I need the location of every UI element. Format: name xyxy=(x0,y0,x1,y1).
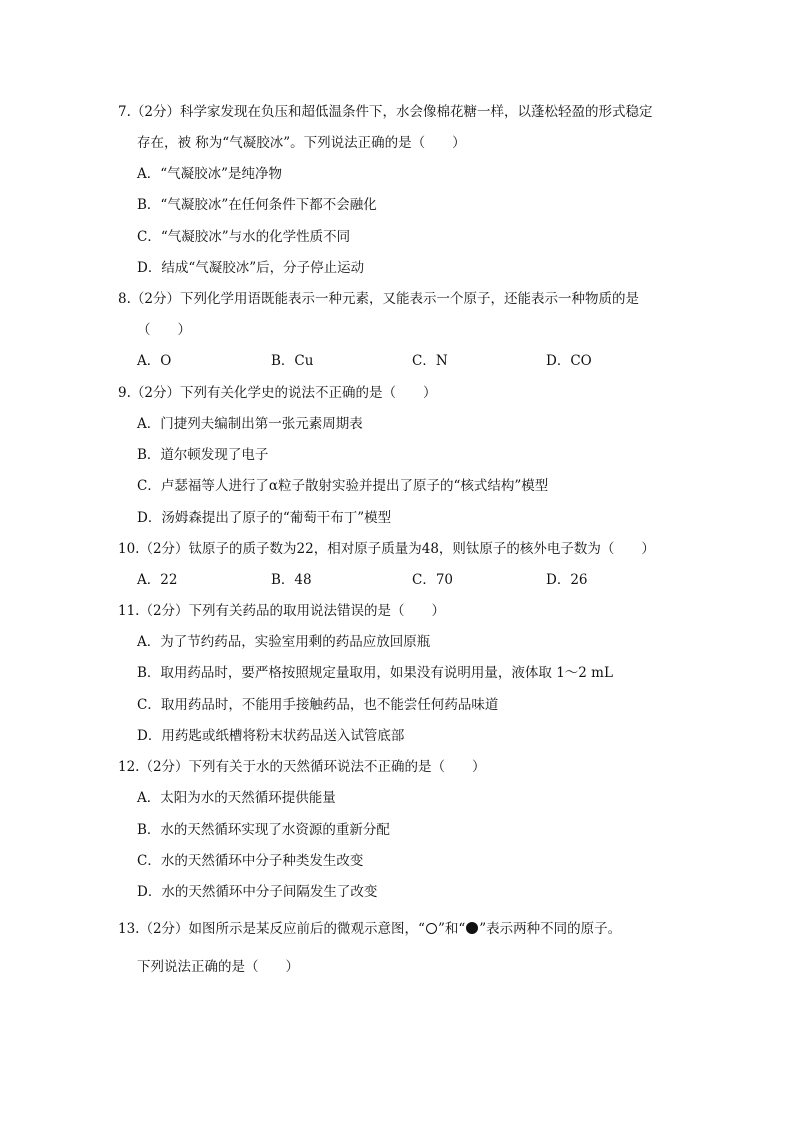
q10-option-b: B．48 xyxy=(271,572,312,588)
q8-stem-line2: （ ） xyxy=(137,322,191,338)
q10-stem-line1: 10.（2分）钛原子的质子数为22，相对原子质量为48，则钛原子的核外电子数为（ ） xyxy=(118,541,655,557)
q11-option-d: D．用药匙或纸槽将粉末状药品送入试管底部 xyxy=(137,728,405,744)
q9-stem-line1: 9.（2分）下列有关化学史的说法不正确的是（ ） xyxy=(118,385,437,401)
q7-stem-line2: 存在，被 称为“气凝胶冰”。下列说法正确的是（ ） xyxy=(137,135,466,151)
q13-stem-mid: ”和“ xyxy=(437,921,466,937)
q13-stem-pre: 13.（2分）如图所示是某反应前后的微观示意图，“ xyxy=(118,921,425,937)
q11-option-c: C．取用药品时，不能用手接触药品，也不能尝任何药品味道 xyxy=(137,697,499,713)
q12-option-c: C．水的天然循环中分子种类发生改变 xyxy=(137,853,364,869)
q13-stem-post: ”表示两种不同的原子。 xyxy=(479,921,622,937)
q9-option-b: B．道尔顿发现了电子 xyxy=(137,447,269,463)
q10-option-a: A．22 xyxy=(137,572,178,588)
q8-option-c: C．N xyxy=(412,353,448,369)
q13-stem-line2: 下列说法正确的是（ ） xyxy=(137,959,299,975)
q7-option-d: D．结成“气凝胶冰”后，分子停止运动 xyxy=(137,260,365,276)
q8-stem-line1: 8.（2分）下列化学用语既能表示一种元素，又能表示一个原子，还能表示一种物质的是 xyxy=(118,291,639,307)
q12-option-d: D．水的天然循环中分子间隔发生了改变 xyxy=(137,884,378,900)
q8-option-b: B．Cu xyxy=(271,353,314,369)
q11-option-a: A．为了节约药品，实验室用剩的药品应放回原瓶 xyxy=(137,634,431,650)
q12-stem-line1: 12.（2分）下列有关于水的天然循环说法不正确的是（ ） xyxy=(118,759,486,775)
q7-option-b: B．“气凝胶冰”在任何条件下都不会融化 xyxy=(137,197,377,213)
q12-option-b: B．水的天然循环实现了水资源的重新分配 xyxy=(137,822,390,838)
q10-option-d: D．26 xyxy=(546,572,588,588)
open-circle-atom-icon xyxy=(426,923,437,934)
q7-option-a: A．“气凝胶冰”是纯净物 xyxy=(137,166,283,182)
q11-option-b: B．取用药品时，要严格按照规定量取用，如果没有说明用量，液体取 1～2 mL xyxy=(137,665,613,681)
q9-option-d: D．汤姆森提出了原子的“葡萄干布丁”模型 xyxy=(137,510,392,526)
q13-stem-line1 xyxy=(118,920,621,938)
filled-circle-atom-icon xyxy=(466,922,478,934)
q8-option-d: D．CO xyxy=(546,353,592,369)
q11-stem-line1: 11.（2分）下列有关药品的取用说法错误的是（ ） xyxy=(118,603,446,619)
q7-option-c: C．“气凝胶冰”与水的化学性质不同 xyxy=(137,229,351,245)
q9-option-c: C．卢瑟福等人进行了α粒子散射实验并提出了原子的“核式结构”模型 xyxy=(137,478,549,494)
q8-option-a: A．O xyxy=(137,353,172,369)
q9-option-a: A．门捷列夫编制出第一张元素周期表 xyxy=(137,416,363,432)
q12-option-a: A．太阳为水的天然循环提供能量 xyxy=(137,790,336,806)
q10-option-c: C．70 xyxy=(412,572,454,588)
q7-stem-line1: 7.（2分）科学家发现在负压和超低温条件下，水会像棉花糖一样，以蓬松轻盈的形式稳定 xyxy=(118,104,653,120)
